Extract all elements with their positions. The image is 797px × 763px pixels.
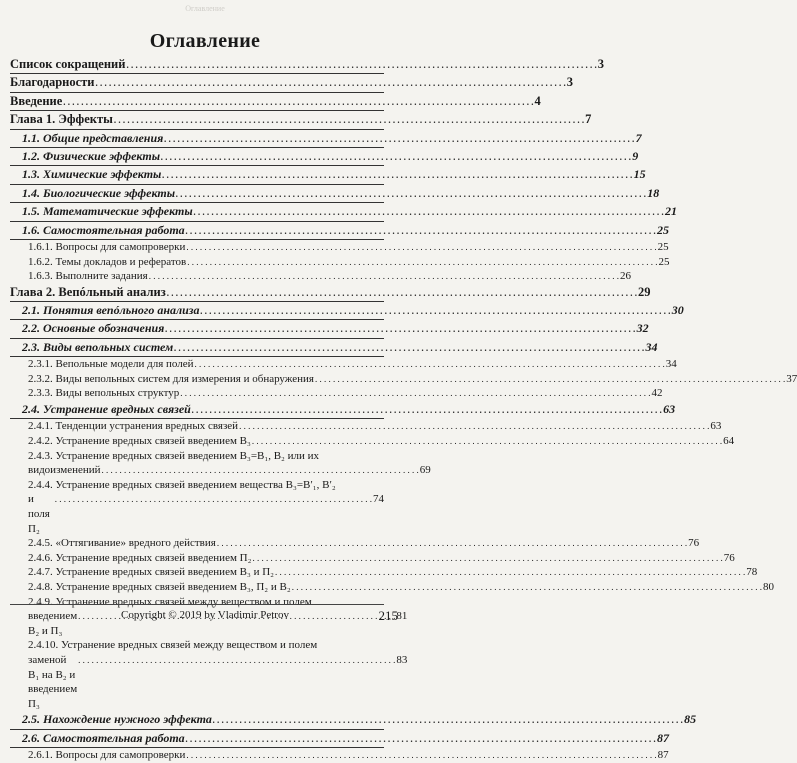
dot-leader	[292, 580, 762, 595]
toc-entry-title: 2.4.5. «Оттягивание» вредного действия	[28, 537, 216, 550]
dot-leader	[78, 653, 395, 668]
toc-entry-page: 85	[684, 712, 697, 727]
toc-entry-page: 69	[419, 464, 431, 477]
dot-leader	[192, 401, 662, 419]
toc-section[interactable]	[10, 302, 684, 320]
toc-subsection[interactable]	[10, 551, 735, 566]
toc-entry[interactable]	[10, 449, 431, 478]
toc-entry-title: 2.1. Понятия вепóльного анализа	[22, 303, 200, 318]
toc-entry[interactable]	[10, 638, 408, 711]
dot-leader	[167, 284, 637, 302]
toc-entry-page: 7	[635, 130, 642, 145]
toc-subsection[interactable]	[10, 536, 700, 551]
toc-subsection[interactable]	[10, 372, 797, 387]
toc-subsection[interactable]	[10, 386, 663, 401]
toc-entry-page: 25	[656, 222, 669, 237]
toc-section[interactable]	[10, 320, 649, 338]
toc-entry-page: 4	[534, 93, 541, 108]
dot-leader	[176, 185, 646, 203]
toc-entry-title: 1.6.3. Выполните задания	[28, 270, 148, 283]
toc-entry-page: 76	[688, 537, 700, 550]
dot-leader	[187, 255, 657, 270]
dot-leader	[165, 320, 635, 338]
dot-leader	[186, 730, 656, 748]
toc-entry-title: 2.6.1. Вопросы для самопроверки	[28, 749, 186, 762]
toc-entry-title: 2.3. Виды вепольных систем	[22, 339, 174, 354]
toc-entry-title-line2: видоизменений	[28, 464, 101, 477]
dot-leader	[149, 269, 619, 284]
toc-subsection[interactable]	[10, 357, 677, 372]
dot-leader	[201, 302, 671, 320]
page-number: 215	[378, 608, 398, 623]
toc-entry-title: 1.2. Физические эффекты	[22, 148, 161, 163]
toc-entry-page: 7	[585, 112, 592, 127]
toc-entry-page: 81	[396, 610, 408, 623]
toc-entry[interactable]	[10, 478, 384, 536]
toc-entry-title: 2.4.7. Устранение вредных связей введением B₃ и П₂	[28, 566, 275, 579]
toc-section[interactable]	[10, 401, 676, 419]
toc-chapter[interactable]	[10, 56, 604, 74]
dot-leader	[162, 166, 632, 184]
toc-entry-title-line2: и поля П₂	[28, 493, 50, 535]
toc-subsection[interactable]	[10, 419, 722, 434]
toc-entry-page: 78	[746, 566, 758, 579]
toc-entry-title: 1.3. Химические эффекты	[22, 167, 162, 182]
toc-entry-title: 1.6.2. Темы докладов и рефератов	[28, 255, 187, 268]
toc-entry-title: 2.4.2. Устранение вредных связей введением B₃	[28, 435, 251, 448]
dot-leader	[102, 463, 419, 478]
toc-entry-title: 2.3.2. Виды вепольных систем для измерения и обнаружения	[28, 372, 314, 385]
page-title: Оглавление	[149, 30, 261, 52]
toc-subsection[interactable]	[10, 565, 758, 580]
toc-entry-title-line2: введением B₂ и П₃	[28, 610, 78, 637]
toc-section[interactable]	[10, 130, 642, 148]
dot-leader	[217, 536, 687, 551]
toc-section[interactable]	[10, 185, 660, 203]
toc-entry-page: 9	[632, 148, 639, 163]
footer-rule	[10, 604, 384, 605]
toc-entry-title-line1: 2.4.9. Устранение вредных связей между веществом и полем	[28, 595, 312, 608]
toc-entry-page: 25	[658, 255, 670, 268]
toc-section[interactable]	[10, 730, 669, 748]
toc-entry-page: 63	[710, 420, 722, 433]
toc-entry-title: 2.3.1. Вепольные модели для полей	[28, 358, 194, 371]
toc-entry-page: 18	[647, 185, 660, 200]
toc-entry-title: 1.5. Математические эффекты	[22, 204, 193, 219]
toc-entry-title: Список сокращений	[10, 57, 126, 71]
toc-entry-page: 87	[657, 749, 669, 762]
toc-subsection[interactable]	[10, 255, 670, 270]
toc-entry-title: 2.4.1. Тенденции устранения вредных связей	[28, 420, 239, 433]
toc-entry-title: 2.6. Самостоятельная работа	[22, 730, 185, 745]
toc-entry-title: 2.4.8. Устранение вредных связей введением B₃, П₂ и B₂	[28, 580, 291, 593]
toc-section[interactable]	[10, 222, 669, 240]
toc-subsection[interactable]	[10, 240, 669, 255]
toc-entry-page: 37	[786, 372, 797, 385]
toc-chapter[interactable]	[10, 74, 573, 92]
dot-leader	[96, 74, 566, 92]
toc-chapter[interactable]	[10, 284, 651, 302]
toc-entry-page: 32	[636, 321, 649, 336]
toc-subsection[interactable]	[10, 748, 669, 763]
toc-entry-title: 1.6. Самостоятельная работа	[22, 222, 185, 237]
dot-leader	[126, 56, 596, 74]
toc-entry-title: Глава 1. Эффекты	[10, 112, 113, 127]
dot-leader	[180, 386, 650, 401]
toc-entry-page: 3	[566, 75, 573, 90]
toc-entry-page: 30	[671, 303, 684, 318]
dot-leader	[194, 203, 664, 221]
toc-entry-page: 26	[619, 270, 631, 283]
toc-entry-page: 80	[762, 580, 774, 593]
toc-entry-title: 2.2. Основные обозначения	[22, 321, 165, 336]
dot-leader	[252, 551, 722, 566]
dot-leader	[213, 711, 683, 729]
toc-entry-title-line1: 2.4.4. Устранение вредных связей введением вещества B₃=B′₁, B′₂	[28, 478, 336, 491]
toc-section[interactable]	[10, 711, 697, 729]
toc-chapter[interactable]	[10, 93, 541, 111]
toc-entry-page: 34	[645, 339, 658, 354]
toc-entry-page: 74	[373, 493, 384, 506]
toc-entry-title-line1: 2.4.3. Устранение вредных связей введением B₃=B₁, B₂ или их	[28, 449, 320, 462]
toc-entry-page: 63	[663, 402, 676, 417]
dot-leader	[164, 130, 634, 148]
toc-entry-title: 1.6.1. Вопросы для самопроверки	[28, 240, 186, 253]
toc-entry-title: 2.3.3. Виды вепольных структур	[28, 387, 180, 400]
dot-leader	[195, 357, 665, 372]
dot-leader	[63, 93, 533, 111]
copyright-text: Copyright © 2019 by Vladimir Petrov	[121, 609, 289, 621]
toc-entry-title: 1.4. Биологические эффекты	[22, 185, 176, 200]
toc-entry-page: 15	[633, 167, 646, 182]
dot-leader	[252, 434, 722, 449]
toc-entry-page: 29	[637, 284, 651, 299]
dot-leader	[186, 748, 656, 763]
dot-leader	[114, 111, 584, 129]
toc-entry-title: 1.1. Общие представления	[22, 130, 164, 145]
toc-entry-page: 25	[657, 240, 669, 253]
toc-entry-title-line2: заменой B₁ на B₂ и введением П₃	[28, 653, 78, 710]
toc-entry-page: 64	[723, 435, 735, 448]
toc-section[interactable]	[10, 166, 646, 184]
toc-section[interactable]	[10, 339, 658, 357]
dot-leader	[186, 240, 656, 255]
running-header: Оглавление	[185, 4, 225, 13]
toc-entry-page: 76	[723, 551, 735, 564]
dot-leader	[174, 339, 644, 357]
toc-entry-title: Глава 2. Вепóльный анализ	[10, 284, 166, 299]
toc-entry-title: 2.4. Устранение вредных связей	[22, 402, 191, 417]
toc-entry-page: 34	[665, 358, 677, 371]
toc-entry-title-line1: 2.4.10. Устранение вредных связей между веществом и полем	[28, 639, 318, 652]
toc-entry-page: 42	[651, 387, 663, 400]
dot-leader	[315, 372, 785, 387]
toc-entry-page: 3	[597, 57, 604, 71]
dot-leader	[161, 148, 631, 166]
toc-subsection[interactable]	[10, 434, 735, 449]
toc-entry-title: 2.5. Нахождение нужного эффекта	[22, 712, 212, 727]
toc-entry-page: 21	[664, 204, 677, 219]
dot-leader	[239, 419, 709, 434]
toc-subsection[interactable]	[10, 580, 774, 595]
toc-section[interactable]	[10, 148, 639, 166]
toc-entry-title: Благодарности	[10, 75, 95, 90]
toc-section[interactable]	[10, 203, 677, 221]
dot-leader	[186, 222, 656, 240]
toc-subsection[interactable]	[10, 269, 631, 284]
dot-leader	[55, 492, 372, 507]
toc-entry-title: 2.4.6. Устранение вредных связей введением П₂	[28, 551, 252, 564]
dot-leader	[275, 565, 745, 580]
toc-chapter[interactable]	[10, 111, 592, 129]
toc-entry-page: 87	[656, 730, 669, 745]
toc-entry-title: Введение	[10, 93, 63, 108]
toc-entry-page: 83	[396, 653, 408, 666]
